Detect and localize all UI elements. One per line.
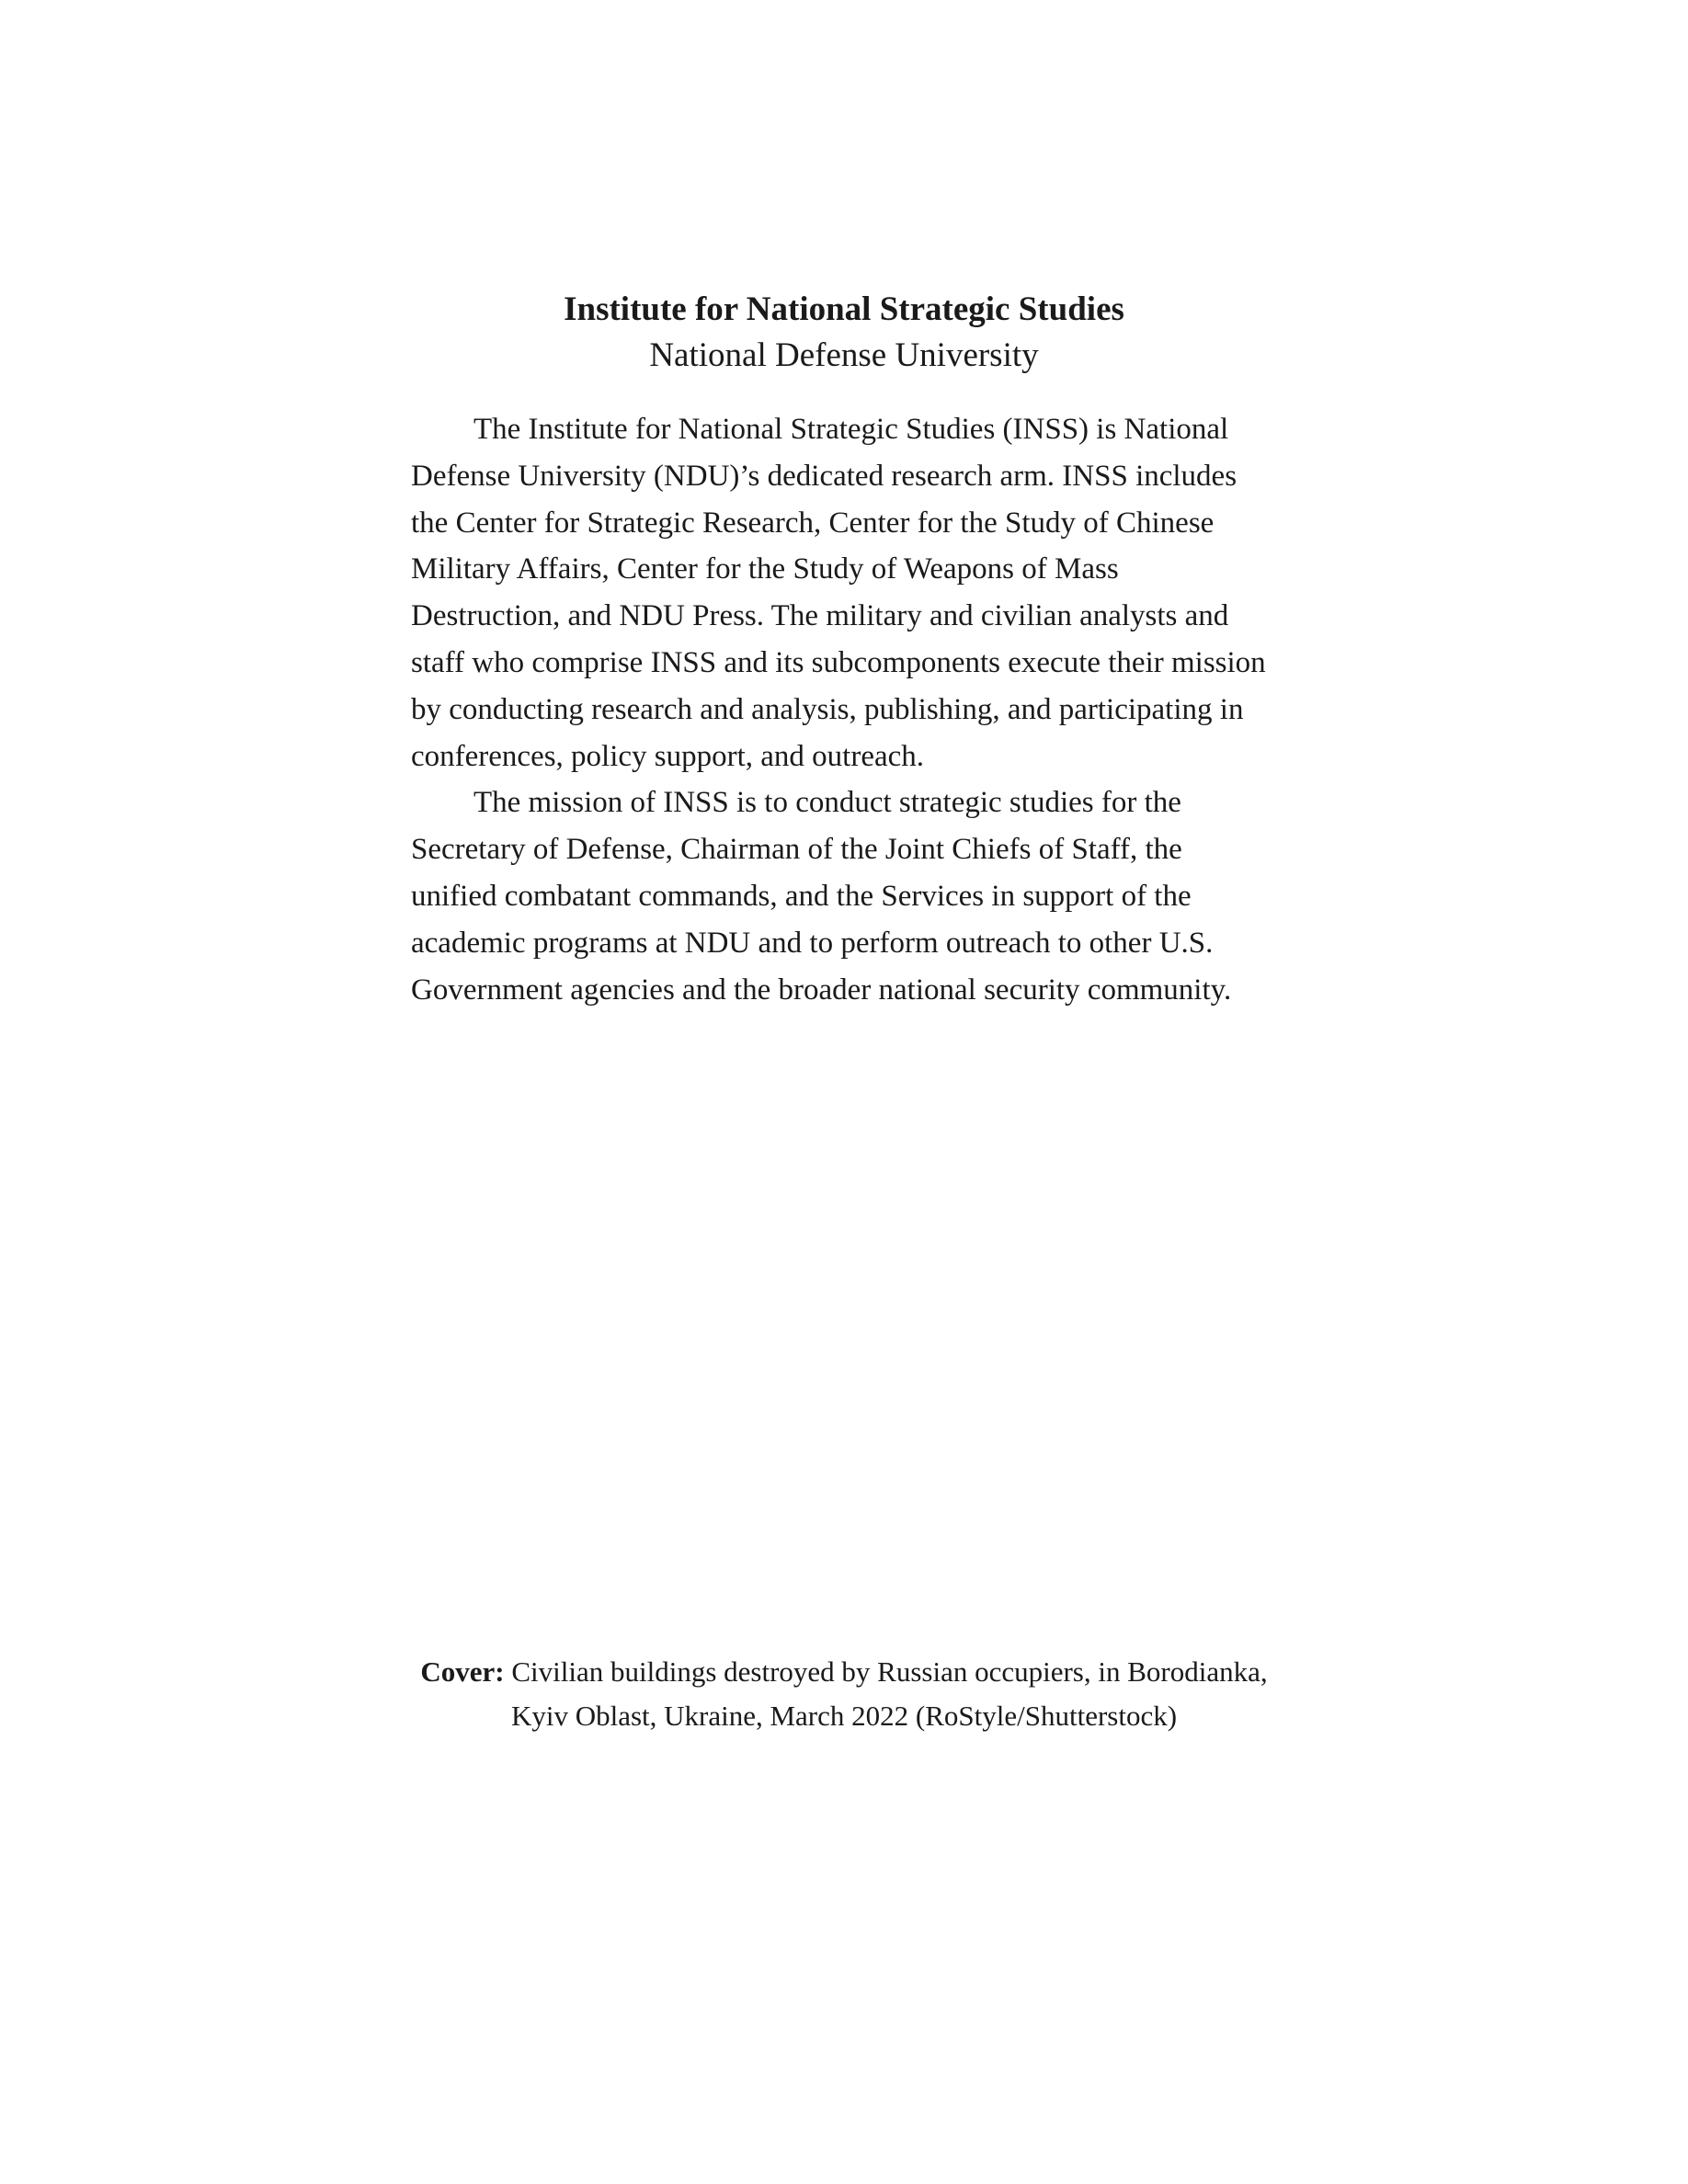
organization-title: Institute for National Strategic Studies — [564, 290, 1124, 328]
description-body — [411, 406, 1275, 1013]
caption-line-1 — [0, 1650, 1688, 1694]
caption-label: Cover: — [420, 1655, 505, 1688]
page-header — [0, 287, 1688, 379]
caption-text-1: Civilian buildings destroyed by Russian occupiers, in Borodianka, — [511, 1655, 1268, 1688]
cover-caption — [0, 1650, 1688, 1738]
paragraph-mission: The mission of INSS is to conduct strategic studies for the Secretary of Defense, Chairman of the Joint Chiefs of Staff, the unified combatant commands, and the Services in support of the academic programs at NDU and to perform outreach to other U.S. Government agencies and the broader national security community. — [411, 786, 1232, 1007]
paragraph-about: The Institute for National Strategic Studies (INSS) is National Defense University (NDU)’s dedicated research arm. INSS includes the Center for Strategic Research, Center for the Study of Chinese Military Affairs, Center for the Study of Weapons of Mass Destruction, and NDU Press. The military and civilian analysts and staff who comprise INSS and its subcomponents execute their mission by conducting research and analysis, publishing, and participating in conferences, policy support, and outreach. — [411, 413, 1266, 773]
caption-line-2: Kyiv Oblast, Ukraine, March 2022 (RoStyle/Shutterstock) — [510, 1700, 1178, 1732]
organization-subtitle: National Defense University — [649, 336, 1039, 374]
